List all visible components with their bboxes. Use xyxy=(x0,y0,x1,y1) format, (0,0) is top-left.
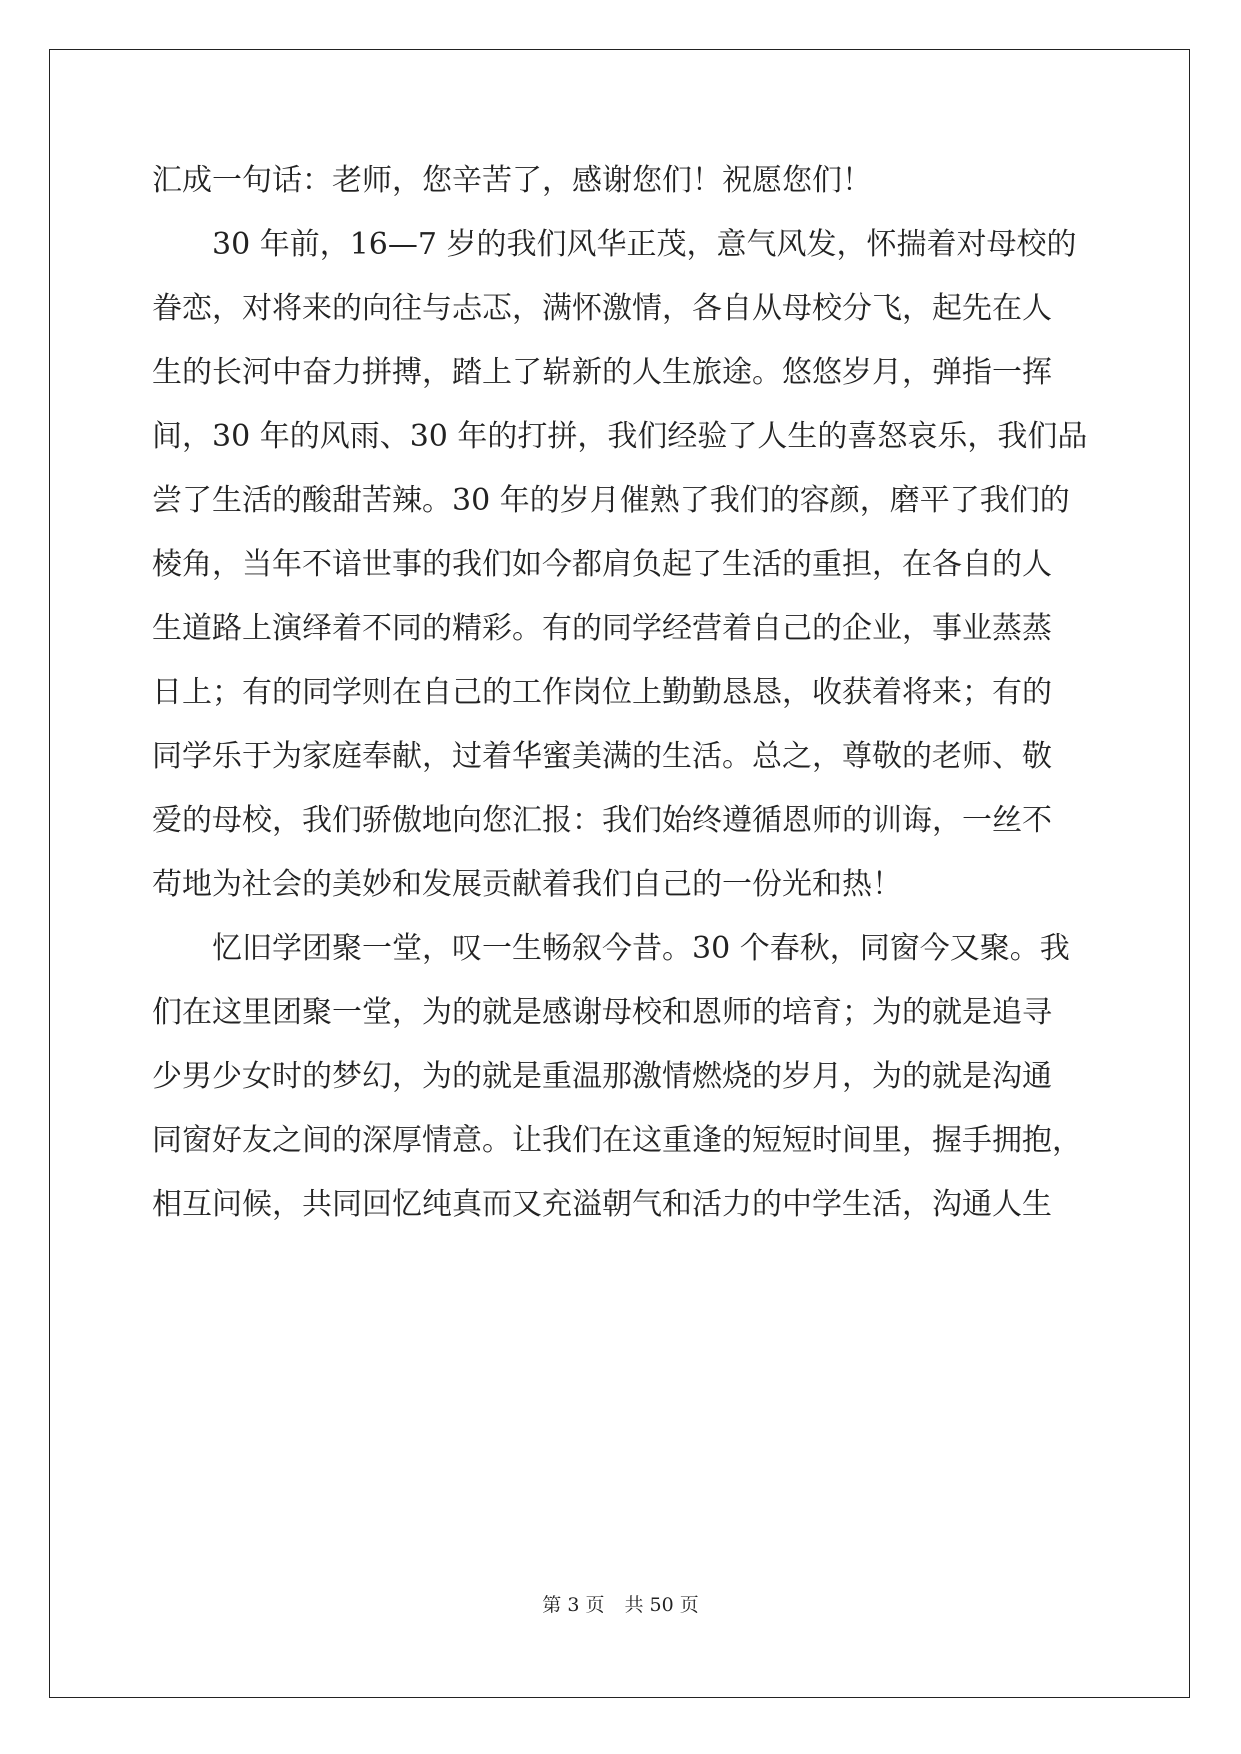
text-line: 相互问候，共同回忆纯真而又充溢朝气和活力的中学生活，沟通人生 xyxy=(152,1187,1052,1222)
text-line: 爱的母校，我们骄傲地向您汇报：我们始终遵循恩师的训诲，一丝不 xyxy=(152,803,1052,838)
paragraph-start-line: 忆旧学团聚一堂，叹一生畅叙今昔。30 个春秋，同窗今又聚。我 xyxy=(212,931,1070,966)
page-total: 共 50 页 xyxy=(624,1594,699,1616)
text-line: 间，30 年的风雨、30 年的打拼，我们经验了人生的喜怒哀乐，我们品 xyxy=(152,419,1088,454)
paragraph-start-line: 30 年前，16—7 岁的我们风华正茂，意气风发，怀揣着对母校的 xyxy=(212,227,1077,262)
text-line: 日上；有的同学则在自己的工作岗位上勤勤恳恳，收获着将来；有的 xyxy=(152,675,1052,710)
text-line: 尝了生活的酸甜苦辣。30 年的岁月催熟了我们的容颜，磨平了我们的 xyxy=(152,483,1070,518)
text-line: 眷恋，对将来的向往与忐忑，满怀激情，各自从母校分飞，起先在人 xyxy=(152,291,1052,326)
page-footer xyxy=(0,1590,1241,1617)
text-line: 生道路上演绎着不同的精彩。有的同学经营着自己的企业，事业蒸蒸 xyxy=(152,611,1052,646)
page-number: 第 3 页 xyxy=(542,1594,605,1616)
text-line: 们在这里团聚一堂，为的就是感谢母校和恩师的培育；为的就是追寻 xyxy=(152,995,1052,1030)
text-line: 苟地为社会的美妙和发展贡献着我们自己的一份光和热！ xyxy=(152,867,902,902)
text-line: 汇成一句话：老师，您辛苦了，感谢您们！祝愿您们！ xyxy=(152,163,872,198)
text-line: 同学乐于为家庭奉献，过着华蜜美满的生活。总之，尊敬的老师、敬 xyxy=(152,739,1052,774)
text-line: 同窗好友之间的深厚情意。让我们在这重逢的短短时间里，握手拥抱， xyxy=(152,1123,1082,1158)
text-line: 棱角，当年不谙世事的我们如今都肩负起了生活的重担，在各自的人 xyxy=(152,547,1052,582)
text-line: 生的长河中奋力拼搏，踏上了崭新的人生旅途。悠悠岁月，弹指一挥 xyxy=(152,355,1052,390)
text-line: 少男少女时的梦幻，为的就是重温那激情燃烧的岁月，为的就是沟通 xyxy=(152,1059,1052,1094)
